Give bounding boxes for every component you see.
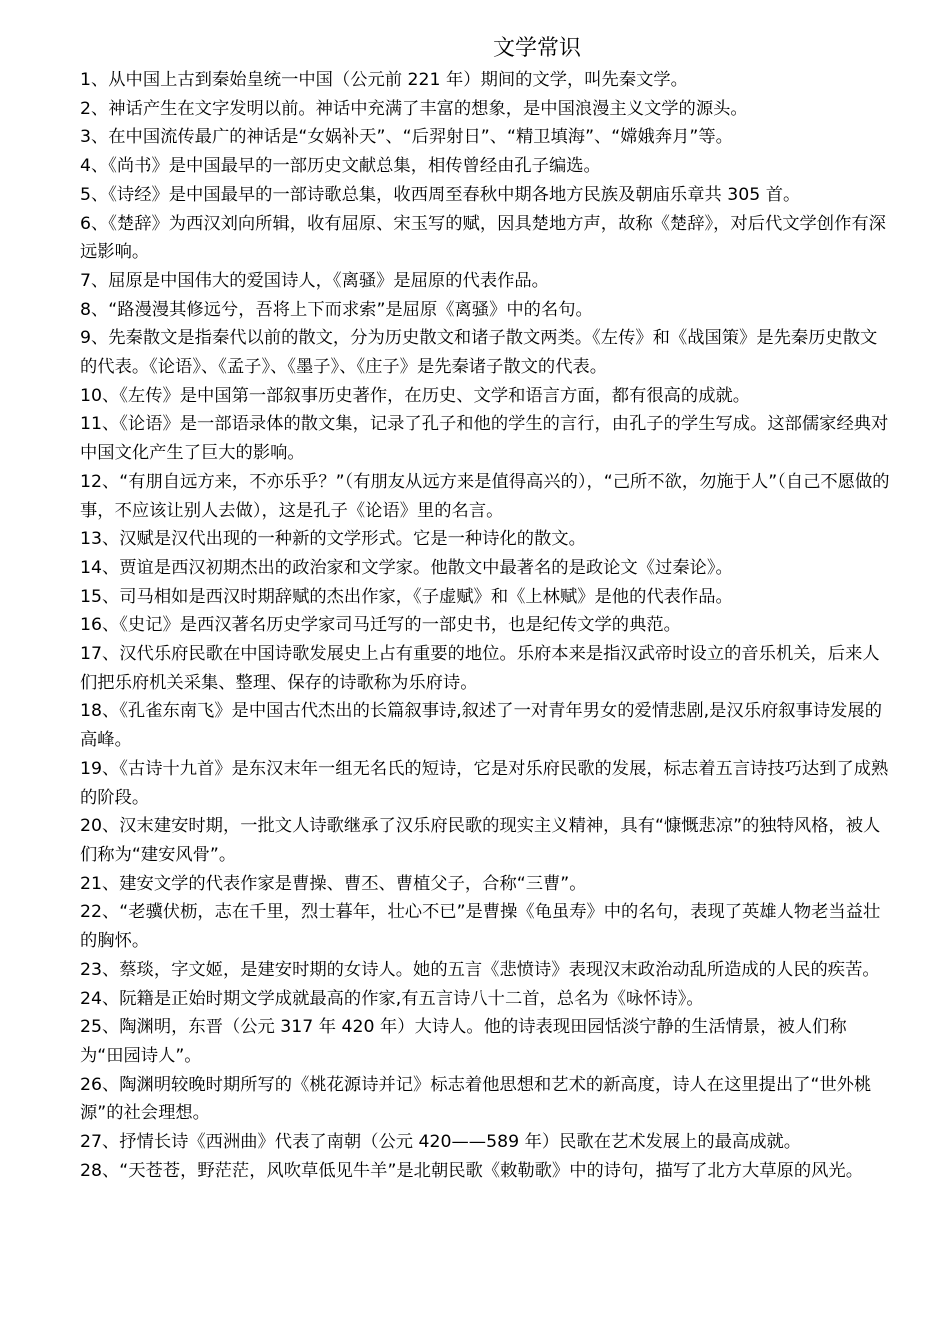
list-item: 15、司马相如是西汉时期辞赋的杰出作家，《子虚赋》和《上林赋》是他的代表作品。: [80, 586, 733, 607]
list-item: 10、《左传》是中国第一部叙事历史著作，在历史、文学和语言方面，都有很高的成就。: [80, 385, 751, 406]
list-item: 1、从中国上古到秦始皇统一中国（公元前 221 年）期间的文学，叫先秦文学。: [80, 70, 688, 90]
list-item: 21、建安文学的代表作家是曹操、曹丕、曹植父子，合称“三曹”。: [80, 873, 587, 894]
list-item: 13、汉赋是汉代出现的一种新的文学形式。它是一种诗化的散文。: [80, 529, 586, 550]
list-item: 24、阮籍是正始时期文学成就最高的作家,有五言诗八十二首，总名为《咏怀诗》。: [80, 988, 704, 1009]
list-item: 26、陶渊明较晚时期所写的《桃花源诗并记》标志着他思想和艺术的新高度，诗人在这里提出了“世外桃源”的社会理想。: [80, 1074, 872, 1124]
list-item: 4、《尚书》是中国最早的一部历史文献总集，相传曾经由孔子编选。: [80, 156, 601, 177]
list-item: 20、汉末建安时期，一批文人诗歌继承了汉乐府民歌的现实主义精神，具有“慷慨悲凉”的独特风格，被人们称为“建安风骨”。: [80, 816, 881, 865]
list-item: 5、《诗经》是中国最早的一部诗歌总集，收西周至春秋中期各地方民族及朝庙乐章共 305 首。: [80, 184, 801, 205]
list-item: 19、《古诗十九首》是东汉末年一组无名氏的短诗，它是对乐府民歌的发展，标志着五言诗技巧达到了成熟的阶段。: [80, 758, 889, 808]
list-item: 17、汉代乐府民歌在中国诗歌发展史上占有重要的地位。乐府本来是指汉武帝时设立的音乐机关，后来人们把乐府机关采集、整理、保存的诗歌称为乐府诗。: [80, 644, 880, 693]
list-item: 22、“老骥伏枥，志在千里，烈士暮年，壮心不已”是曹操《龟虽寿》中的名句，表现了英雄人物老当益壮的胸怀。: [80, 902, 881, 952]
document-title: 文学常识: [493, 36, 582, 61]
list-item: 6、《楚辞》为西汉刘向所辑，收有屈原、宋玉写的赋，因具楚地方声，故称《楚辞》，对后代文学创作有深远影响。: [80, 213, 886, 263]
list-item: 14、贾谊是西汉初期杰出的政治家和文学家。他散文中最著名的是政论文《过秦论》。: [80, 557, 733, 578]
list-item: 12、“有朋自远方来，不亦乐乎？”（有朋友从远方来是值得高兴的），“己所不欲，勿施于人”（自己不愿做的事，不应该让别人去做），这是孔子《论语》里的名言。: [80, 471, 890, 521]
knowledge-list: [80, 66, 890, 1185]
list-item: 11、《论语》是一部语录体的散文集，记录了孔子和他的学生的言行，由孔子的学生写成。这部儒家经典对中国文化产生了巨大的影响。: [80, 414, 889, 464]
list-item: 3、在中国流传最广的神话是“女娲补天”、“后羿射日”、“精卫填海”、“嫦娥奔月”等。: [80, 127, 733, 148]
list-item: 27、抒情长诗《西洲曲》代表了南朝（公元 420——589 年）民歌在艺术发展上的最高成就。: [80, 1132, 802, 1153]
list-item: 28、“天苍苍，野茫茫，风吹草低见牛羊”是北朝民歌《敕勒歌》中的诗句，描写了北方大草原的风光。: [80, 1160, 863, 1181]
list-item: 23、蔡琰，字文姬，是建安时期的女诗人。她的五言《悲愤诗》表现汉末政治动乱所造成的人民的疾苦。: [80, 959, 880, 980]
list-item: 18、《孔雀东南飞》是中国古代杰出的长篇叙事诗,叙述了一对青年男女的爱情悲剧,是汉乐府叙事诗发展的高峰。: [80, 701, 882, 751]
list-item: 16、《史记》是西汉著名历史学家司马迁写的一部史书，也是纪传文学的典范。: [80, 615, 681, 636]
list-item: 2、神话产生在文字发明以前。神话中充满了丰富的想象，是中国浪漫主义文学的源头。: [80, 98, 748, 119]
list-item: 25、陶渊明，东晋（公元 317 年 420 年）大诗人。他的诗表现田园恬淡宁静的生活情景，被人们称为“田园诗人”。: [80, 1017, 847, 1066]
list-item: 9、先秦散文是指秦代以前的散文，分为历史散文和诸子散文两类。《左传》和《战国策》是先秦历史散文的代表。《论语》、《孟子》、《墨子》、《庄子》是先秦诸子散文的代表。: [80, 328, 878, 378]
list-item: 7、屈原是中国伟大的爱国诗人，《离骚》是屈原的代表作品。: [80, 270, 549, 291]
list-item: 8、“路漫漫其修远兮，吾将上下而求索”是屈原《离骚》中的名句。: [80, 299, 593, 320]
